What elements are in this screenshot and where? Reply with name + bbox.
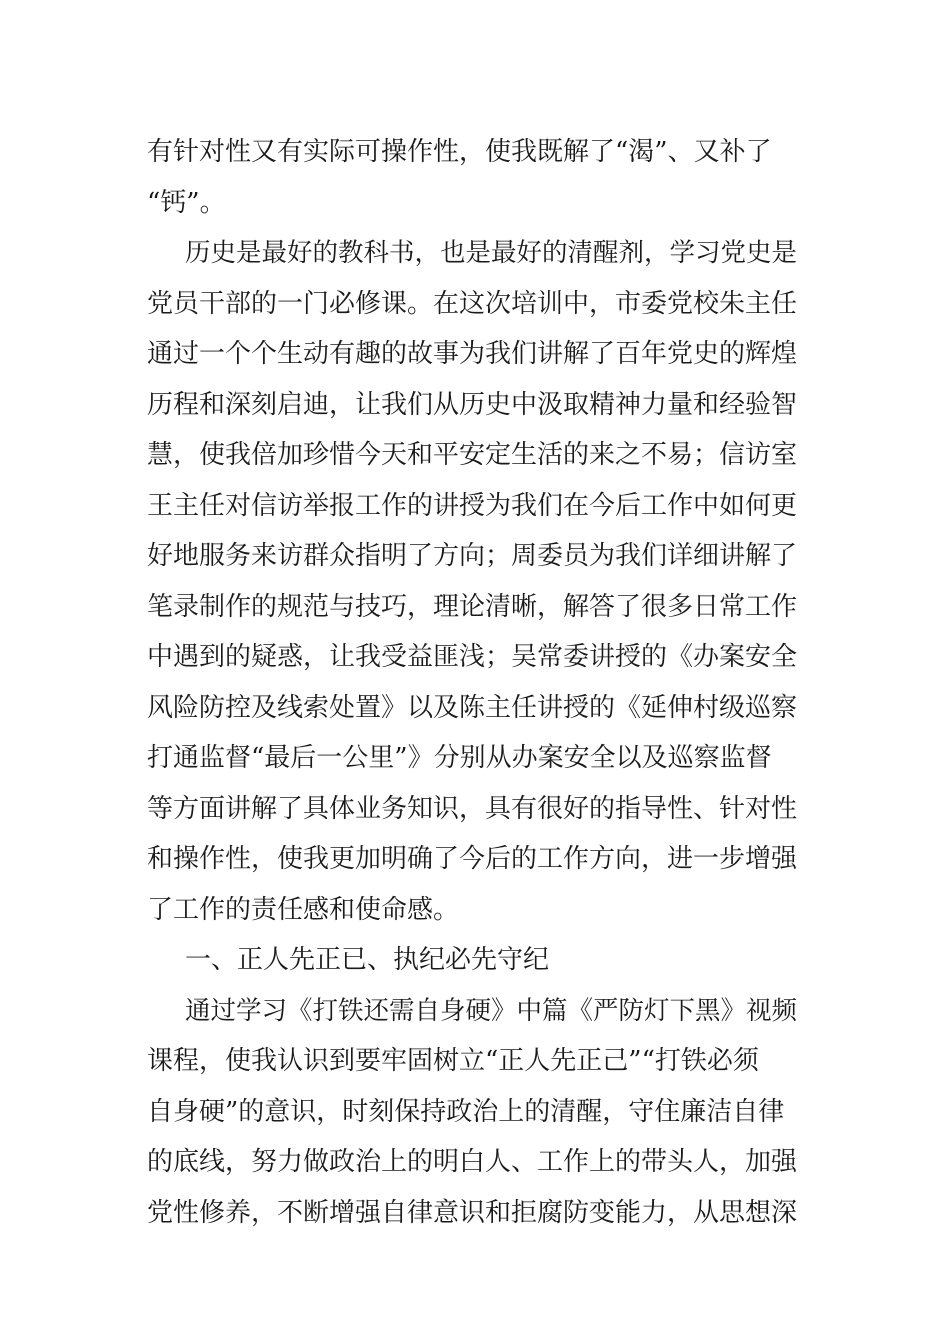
text-line: 中遇到的疑惑，让我受益匪浅；吴常委讲授的《办案安全	[147, 642, 798, 672]
text-line: 和操作性，使我更加明确了今后的工作方向，进一步增强	[147, 844, 798, 874]
text-line: 了工作的责任感和使命感。	[147, 894, 460, 925]
text-line: 的底线，努力做政治上的明白人、工作上的带头人，加强	[147, 1147, 798, 1177]
paragraph-start-line: 历史是最好的教科书，也是最好的清醒剂，学习党史是	[185, 238, 798, 268]
text-line: 有针对性又有实际可操作性，使我既解了“渴”、又补了	[147, 137, 772, 167]
text-line: 党员干部的一门必修课。在这次培训中，市委党校朱主任	[147, 288, 798, 319]
text-line: 自身硬”的意识，时刻保持政治上的清醒，守住廉洁自律	[147, 1096, 785, 1127]
text-line: 党性修养，不断增强自律意识和拒腐防变能力，从思想深	[147, 1197, 798, 1228]
text-line: 历程和深刻启迪，让我们从历史中汲取精神力量和经验智	[147, 389, 798, 420]
text-line: 课程，使我认识到要牢固树立“正人先正己”“打铁必须	[147, 1046, 759, 1076]
text-line: 王主任对信访举报工作的讲授为我们在今后工作中如何更	[147, 490, 798, 521]
text-line: 好地服务来访群众指明了方向；周委员为我们详细讲解了	[147, 541, 798, 571]
text-line: 风险防控及线索处置》以及陈主任讲授的《延伸村级巡察	[147, 692, 798, 723]
text-line: 等方面讲解了具体业务知识，具有很好的指导性、针对性	[147, 793, 798, 824]
document-body	[147, 127, 807, 1238]
text-line: “钙”。	[147, 187, 226, 218]
paragraph-start-line: 通过学习《打铁还需自身硬》中篇《严防灯下黑》视频	[185, 995, 798, 1026]
text-line: 慧，使我倍加珍惜今天和平安定生活的来之不易；信访室	[147, 440, 798, 470]
text-line: 打通监督“最后一公里”》分别从办案安全以及巡察监督	[147, 743, 772, 773]
text-line: 通过一个个生动有趣的故事为我们讲解了百年党史的辉煌	[147, 339, 798, 369]
text-line: 笔录制作的规范与技巧，理论清晰，解答了很多日常工作	[147, 591, 798, 622]
section-heading: 一、正人先正已、执纪必先守纪	[185, 945, 550, 975]
